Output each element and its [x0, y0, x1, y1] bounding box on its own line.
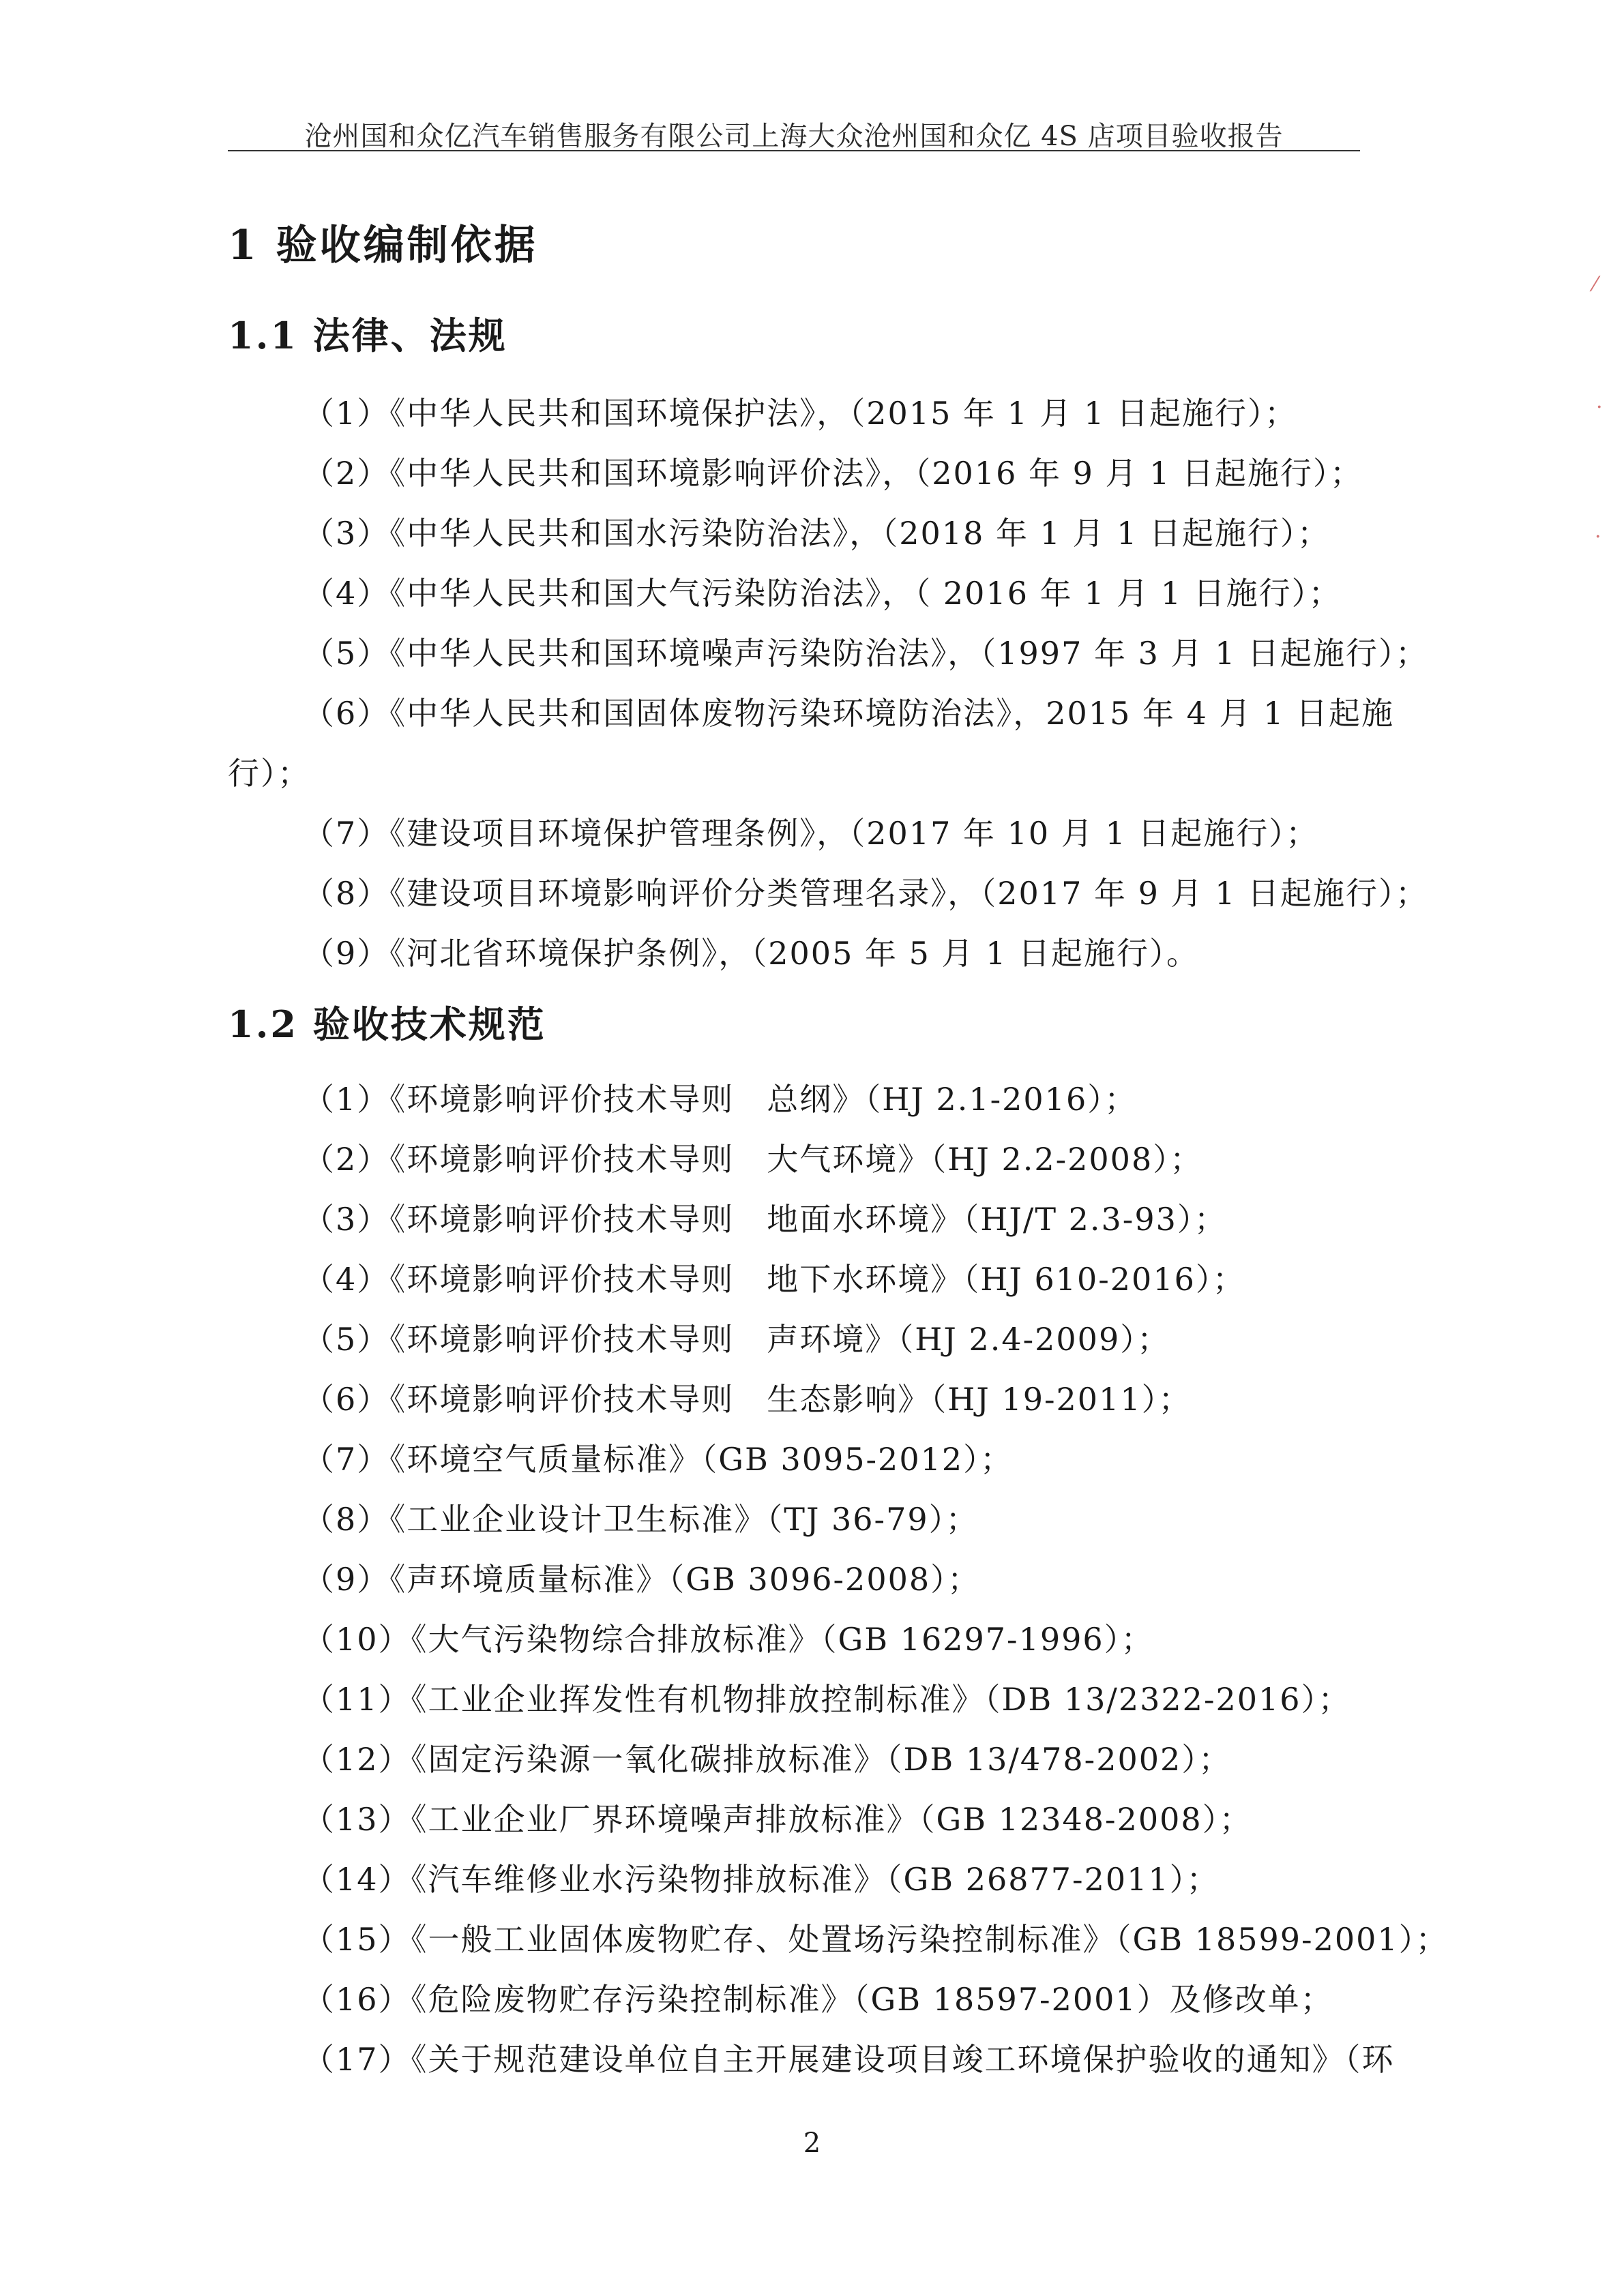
law-item-2: （2）《中华人民共和国环境影响评价法》，（2016 年 9 月 1 日起施行）；: [303, 455, 1363, 492]
spec-item-15: （15）《一般工业固体废物贮存、处置场污染控制标准》（GB 18599-2001）；: [303, 1921, 1449, 1958]
page-number: 2: [803, 2128, 821, 2159]
section-heading-1-2: 1.2 验收技术规范: [228, 1002, 546, 1046]
section-heading-1-1: 1.1 法律、法规: [228, 314, 507, 357]
spec-item-10: （10）《大气污染物综合排放标准》（GB 16297-1996）；: [303, 1621, 1154, 1658]
spec-item-6: （6）《环境影响评价技术导则 生态影响》（HJ 19-2011）；: [303, 1381, 1192, 1418]
spec-item-11: （11）《工业企业挥发性有机物排放控制标准》（DB 13/2322-2016）；: [303, 1681, 1351, 1718]
spec-item-3: （3）《环境影响评价技术导则 地面水环境》（HJ/T 2.3-93）；: [303, 1201, 1227, 1238]
spec-item-5: （5）《环境影响评价技术导则 声环境》（HJ 2.4-2009）；: [303, 1321, 1170, 1358]
law-item-7: （7）《建设项目环境保护管理条例》，（2017 年 10 月 1 日起施行）；: [303, 815, 1319, 852]
header-rule: [228, 150, 1360, 151]
law-item-5: （5）《中华人民共和国环境噪声污染防治法》，（1997 年 3 月 1 日起施行）；: [303, 635, 1428, 672]
spec-item-7: （7）《环境空气质量标准》（GB 3095-2012）；: [303, 1441, 1014, 1478]
spec-item-1: （1）《环境影响评价技术导则 总纲》（HJ 2.1-2016）；: [303, 1081, 1138, 1118]
spec-item-9: （9）《声环境质量标准》（GB 3096-2008）；: [303, 1561, 981, 1598]
spec-item-14: （14）《汽车维修业水污染物排放标准》（GB 26877-2011）；: [303, 1861, 1220, 1898]
spec-item-8: （8）《工业企业设计卫生标准》（TJ 36-79）；: [303, 1501, 979, 1538]
spec-item-12: （12）《固定污染源一氧化碳排放标准》（DB 13/478-2002）；: [303, 1741, 1232, 1778]
section-heading-1: 1 验收编制依据: [228, 222, 538, 269]
law-item-3: （3）《中华人民共和国水污染防治法》，（2018 年 1 月 1 日起施行）；: [303, 515, 1330, 552]
law-item-6: （6）《中华人民共和国固体废物污染环境防治法》，2015 年 4 月 1 日起施: [303, 695, 1394, 732]
spec-item-4: （4）《环境影响评价技术导则 地下水环境》（HJ 610-2016）；: [303, 1261, 1245, 1298]
law-item-4: （4）《中华人民共和国大气污染防治法》，（ 2016 年 1 月 1 日施行）；: [303, 575, 1342, 612]
law-item-8: （8）《建设项目环境影响评价分类管理名录》，（2017 年 9 月 1 日起施行）；: [303, 875, 1428, 912]
spec-item-16: （16）《危险废物贮存污染控制标准》（GB 18597-2001）及修改单；: [303, 1981, 1333, 2018]
scan-artifact-mark: ⁄: [1593, 273, 1597, 297]
law-item-1: （1）《中华人民共和国环境保护法》，（2015 年 1 月 1 日起施行）；: [303, 395, 1297, 432]
running-header: 沧州国和众亿汽车销售服务有限公司上海大众沧州国和众亿 4S 店项目验收报告: [304, 121, 1284, 152]
scan-artifact-mark: ·: [1596, 396, 1603, 419]
law-item-6-continuation: 行）；: [228, 755, 310, 792]
spec-item-2: （2）《环境影响评价技术导则 大气环境》（HJ 2.2-2008）；: [303, 1141, 1203, 1178]
spec-item-17: （17）《关于规范建设单位自主开展建设项目竣工环境保护验收的通知》（环: [303, 2041, 1395, 2078]
spec-item-13: （13）《工业企业厂界环境噪声排放标准》（GB 12348-2008）；: [303, 1801, 1252, 1838]
scan-artifact-mark: ·: [1595, 525, 1601, 549]
law-item-9: （9）《河北省环境保护条例》，（2005 年 5 月 1 日起施行）。: [303, 935, 1199, 972]
